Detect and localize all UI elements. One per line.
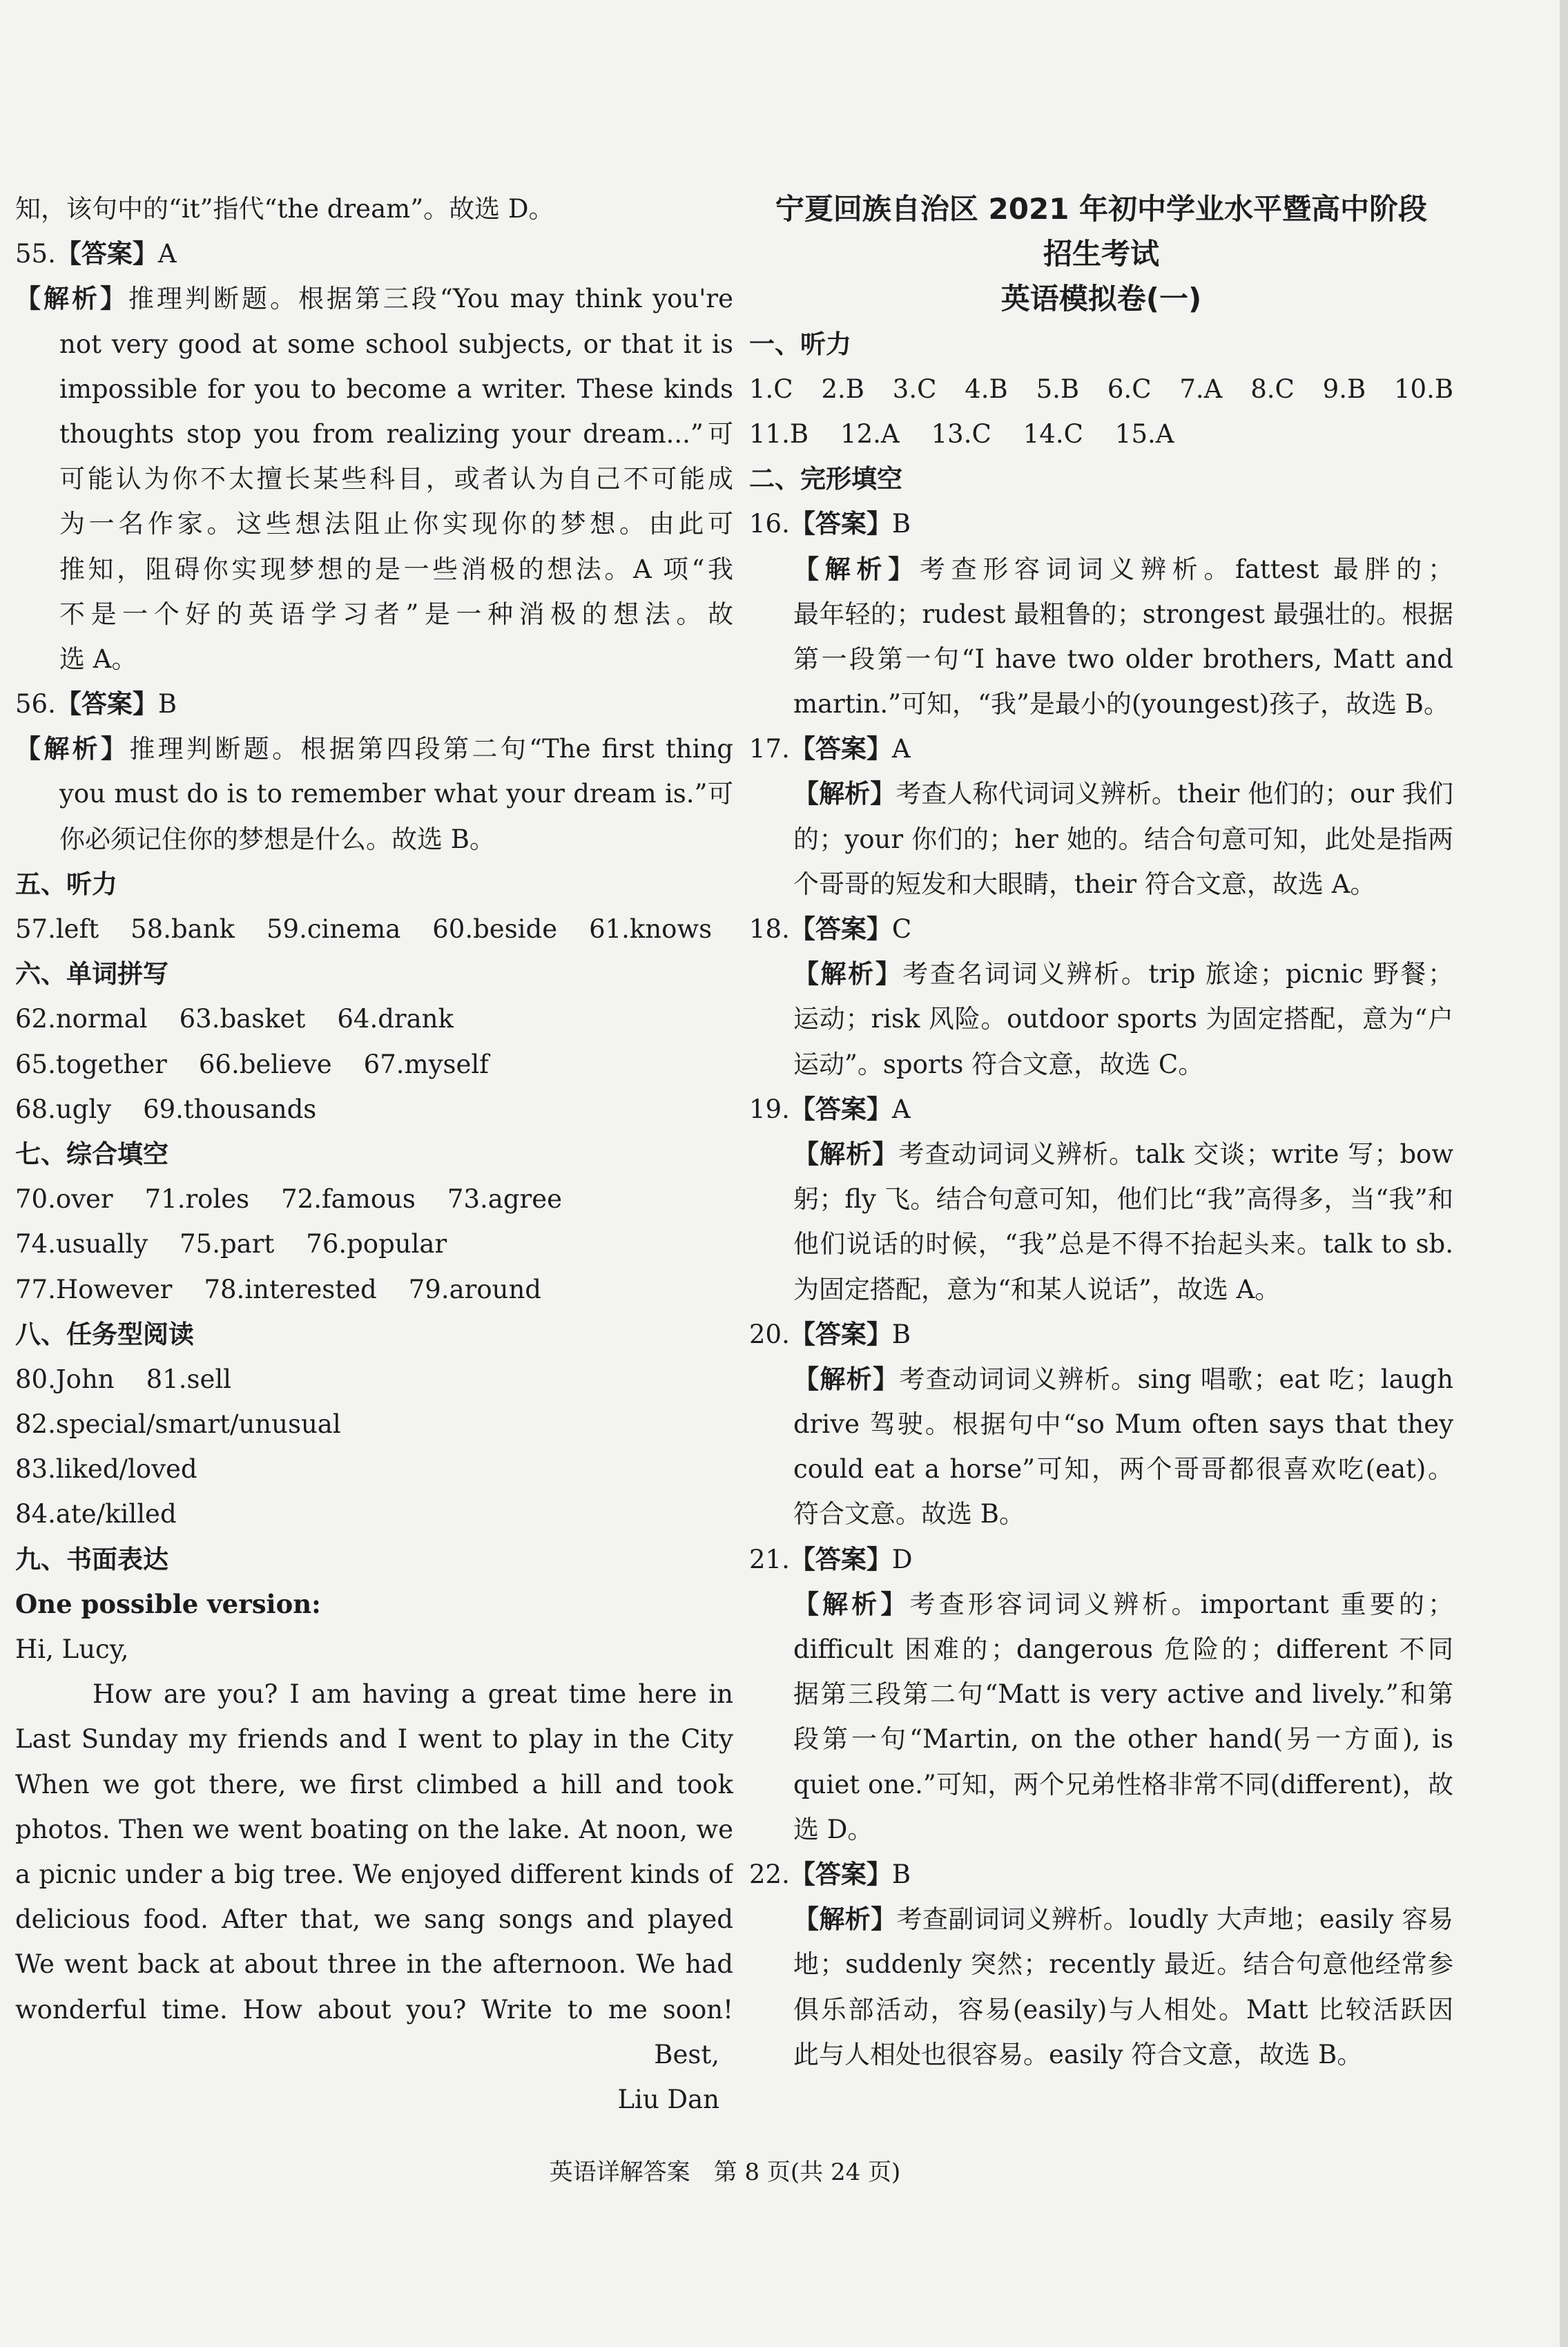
answer-item: 70.over [15, 1184, 113, 1215]
analysis-21-line: difficult 困难的；dangerous 危险的；different 不同 [793, 1634, 1453, 1664]
answer-item: 65.together [15, 1049, 167, 1079]
answer-item: 10.B [1393, 374, 1453, 404]
analysis-tag: 【解析】 [793, 1589, 910, 1619]
answer-item: 75.part [180, 1229, 275, 1259]
analysis-17-line [749, 771, 1453, 816]
essay-line: How are you? I am having a great time here in [93, 1679, 733, 1710]
analysis-56-line: 你必须记住你的梦想是什么。故选 B。 [59, 824, 495, 854]
analysis-19-line: 他们说话的时候，“我”总是不得不抬起头来。talk to sb. [793, 1229, 1453, 1259]
analysis-text: 考查形容词词义辨析。important 重要的； [909, 1589, 1453, 1619]
question-number: 19. [749, 1094, 790, 1124]
answer-20 [749, 1312, 1453, 1357]
answer-55 [15, 231, 733, 276]
answer-tag: 【答案】 [789, 734, 892, 764]
exam-title-line-3: 英语模拟卷(一) [1000, 282, 1202, 316]
analysis-tag: 【解析】 [793, 554, 920, 584]
answer-row [15, 1357, 733, 1402]
analysis-19-line [749, 1132, 1453, 1177]
exam-title-line-1: 宁夏回族自治区 2021 年初中学业水平暨高中阶段 [775, 192, 1428, 226]
answer-item: 68.ugly [15, 1094, 112, 1124]
analysis-19-line: 为固定搭配，意为“和某人说话”，故选 A。 [793, 1274, 1281, 1304]
answer-item: 60.beside [432, 914, 558, 944]
answer-row [15, 1177, 733, 1221]
answer-item: 76.popular [306, 1229, 447, 1259]
analysis-17-line: 个哥哥的短发和大眼睛，their 符合文意，故选 A。 [793, 869, 1376, 899]
answer-item: 9.B [1322, 374, 1366, 404]
answer-tag: 【答案】 [789, 1859, 892, 1889]
answer-item: 62.normal [15, 1004, 148, 1034]
essay-line: delicious food. After that, we sang songs and played [15, 1904, 733, 1935]
answer-item: 83.liked/loved [15, 1454, 197, 1485]
question-number: 21. [749, 1544, 790, 1574]
left-column [15, 186, 733, 2122]
section-heading: 八、任务型阅读 [15, 1319, 194, 1349]
answer-item: 78.interested [204, 1274, 377, 1304]
answer-value: B [891, 1859, 911, 1889]
analysis-text: 考查形容词词义辨析。fattest 最胖的； [919, 554, 1453, 584]
answer-item: 80.John [15, 1364, 115, 1394]
answer-value: A [157, 239, 177, 269]
section-heading: 五、听力 [15, 869, 117, 899]
analysis-16-line: 第一段第一句“I have two older brothers, Matt and [793, 644, 1453, 674]
answer-tag: 【答案】 [789, 1094, 892, 1124]
answer-item: 84.ate/killed [15, 1499, 177, 1529]
analysis-21-line: quiet one.”可知，两个兄弟性格非常不同(different)，故 [793, 1769, 1453, 1799]
question-number: 16. [749, 509, 790, 539]
analysis-16-line [749, 547, 1453, 592]
answer-row [15, 1221, 733, 1266]
answer-item: 63.basket [179, 1004, 306, 1034]
answer-tag: 【答案】 [789, 1319, 892, 1349]
section-heading: 七、综合填空 [15, 1139, 168, 1169]
analysis-text: 考查动词词义辨析。talk 交谈；write 写；bow [898, 1139, 1453, 1169]
answer-56 [15, 682, 733, 726]
answer-item: 61.knows [589, 914, 713, 944]
analysis-55-line: 推知，阻碍你实现梦想的是一些消极的想法。A 项“我 [59, 554, 733, 584]
analysis-tag: 【解析】 [793, 1904, 897, 1935]
answer-tag: 【答案】 [789, 1544, 892, 1574]
answer-item: 67.myself [363, 1049, 489, 1079]
answer-item: 1.C [749, 374, 793, 404]
analysis-21-line: 选 D。 [793, 1814, 873, 1844]
answer-tag: 【答案】 [789, 509, 892, 539]
answer-item: 69.thousands [143, 1094, 317, 1124]
analysis-16-line: martin.”可知，“我”是最小的(youngest)孩子，故选 B。 [793, 689, 1449, 719]
answer-item: 14.C [1023, 418, 1083, 449]
answer-row [749, 412, 1453, 456]
answer-row [15, 1087, 733, 1132]
essay-line: We went back at about three in the afternoon. We had [15, 1949, 733, 1980]
essay-greeting: Hi, Lucy, [15, 1634, 129, 1664]
answer-item: 6.C [1107, 374, 1152, 404]
answer-17 [749, 726, 1453, 771]
analysis-text: 推理判断题。根据第三段“You may think you're [128, 284, 733, 314]
analysis-tag: 【解析】 [793, 1139, 899, 1169]
answer-item: 57.left [15, 914, 99, 944]
answer-item: 11.B [749, 418, 809, 449]
answer-21 [749, 1537, 1453, 1582]
analysis-text: 考查人称代词词义辨析。their 他们的；our 我们 [896, 779, 1453, 809]
analysis-text: 推理判断题。根据第四段第二句“The first thing [129, 734, 733, 764]
analysis-56-line [15, 726, 733, 771]
analysis-tag: 【解析】 [793, 1364, 900, 1394]
answer-item: 59.cinema [266, 914, 401, 944]
answer-item: 77.However [15, 1274, 173, 1304]
question-number: 22. [749, 1859, 790, 1889]
analysis-22-line: 俱乐部活动，容易(easily)与人相处。Matt 比较活跃因 [793, 1994, 1453, 2025]
section-heading: 一、听力 [749, 329, 851, 359]
answer-item: 74.usually [15, 1229, 148, 1259]
section-heading: 九、书面表达 [15, 1544, 168, 1574]
answer-item: 58.bank [130, 914, 235, 944]
answer-item: 71.roles [144, 1184, 250, 1215]
answer-item: 66.believe [198, 1049, 332, 1079]
analysis-text: 考查副词词义辨析。loudly 大声地；easily 容易 [896, 1904, 1453, 1935]
question-number: 56. [15, 689, 56, 719]
analysis-20-line: could eat a horse”可知，两个哥哥都很喜欢吃(eat)。 [793, 1454, 1453, 1485]
answer-item: 4.B [965, 374, 1008, 404]
answer-item: 13.C [931, 418, 991, 449]
question-number: 17. [749, 734, 790, 764]
answer-item: 64.drank [337, 1004, 454, 1034]
answer-18 [749, 907, 1453, 952]
essay-version-label: One possible version: [15, 1588, 321, 1619]
essay-line: Last Sunday my friends and I went to play in the City [15, 1724, 733, 1755]
question-number: 20. [749, 1319, 790, 1349]
section-heading: 二、完形填空 [749, 464, 902, 494]
analysis-18-line: 运动；risk 风险。outdoor sports 为固定搭配，意为“户 [793, 1004, 1453, 1034]
answer-item: 3.C [892, 374, 937, 404]
analysis-18-line [749, 952, 1453, 996]
analysis-text: 考查名词词义辨析。trip 旅途；picnic 野餐； [902, 959, 1453, 989]
analysis-21-line: 据第三段第二句“Matt is very active and lively.”和第 [793, 1679, 1453, 1710]
analysis-55-line: 选 A。 [59, 644, 137, 674]
section-heading: 六、单词拼写 [15, 959, 168, 989]
answer-22 [749, 1852, 1453, 1897]
answer-item: 82.special/smart/unusual [15, 1409, 341, 1440]
answer-tag: 【答案】 [55, 239, 158, 269]
answer-value: D [891, 1544, 913, 1574]
answer-tag: 【答案】 [55, 689, 158, 719]
essay-line: a picnic under a big tree. We enjoyed different kinds of [15, 1859, 733, 1889]
analysis-19-line: 躬；fly 飞。结合句意可知，他们比“我”高得多，当“我”和 [793, 1184, 1453, 1215]
essay-line: photos. Then we went boating on the lake. At noon, we [15, 1814, 733, 1844]
answer-value: A [891, 734, 911, 764]
essay-line: When we got there, we first climbed a hill and took [15, 1769, 733, 1799]
analysis-22-line: 此与人相处也很容易。easily 符合文意，故选 B。 [793, 2039, 1363, 2069]
question-number: 55. [15, 239, 56, 269]
answer-19 [749, 1087, 1453, 1132]
analysis-22-line: 地；suddenly 突然；recently 最近。结合句意他经常参 [793, 1949, 1453, 1980]
analysis-18-line: 运动”。sports 符合文意，故选 C。 [793, 1049, 1204, 1079]
analysis-20-line: 符合文意。故选 B。 [793, 1499, 1025, 1529]
analysis-56-line: you must do is to remember what your dream is.”可 [59, 779, 733, 809]
answer-row [15, 1042, 733, 1087]
analysis-55-line: not very good at some school subjects, or that it is [59, 329, 733, 359]
essay-signature: Liu Dan [617, 2084, 719, 2114]
analysis-55-line: thoughts stop you from realizing your dream...”可 [59, 418, 733, 449]
answer-value: C [891, 914, 912, 944]
answer-tag: 【答案】 [789, 914, 892, 944]
answer-row [15, 996, 733, 1041]
analysis-20-line [749, 1357, 1453, 1402]
answer-row [15, 907, 733, 952]
analysis-21-line: 段第一句“Martin, on the other hand(另一方面), is [793, 1724, 1453, 1755]
analysis-55-line: impossible for you to become a writer. These kinds [59, 374, 733, 404]
question-number: 18. [749, 914, 790, 944]
answer-value: A [891, 1094, 911, 1124]
answer-16 [749, 501, 1453, 546]
analysis-17-line: 的；your 你们的；her 她的。结合句意可知，此处是指两 [793, 824, 1453, 854]
answer-value: B [891, 1319, 911, 1349]
answer-item: 2.B [821, 374, 864, 404]
answer-value: B [891, 509, 911, 539]
answer-item: 7.A [1179, 374, 1223, 404]
answer-item: 15.A [1114, 418, 1174, 449]
text-line: 知，该句中的“it”指代“the dream”。故选 D。 [15, 194, 554, 224]
right-column [749, 186, 1453, 2077]
analysis-55-line: 可能认为你不太擅长某些科目，或者认为自己不可能成 [59, 464, 733, 494]
answer-item: 5.B [1036, 374, 1080, 404]
page-edge-shadow [1560, 0, 1568, 2347]
essay-line: wonderful time. How about you? Write to me soon! [15, 1994, 733, 2025]
exam-title-line-2: 招生考试 [1043, 237, 1159, 271]
analysis-text: 考查动词词义辨析。sing 唱歌；eat 吃；laugh [899, 1364, 1453, 1394]
analysis-16-line: 最年轻的；rudest 最粗鲁的；strongest 最强壮的。根据 [793, 599, 1453, 629]
answer-value: B [157, 689, 177, 719]
answer-item: 8.C [1250, 374, 1295, 404]
analysis-22-line [749, 1897, 1453, 1942]
answer-item: 72.famous [281, 1184, 416, 1215]
answer-item: 79.around [408, 1274, 541, 1304]
analysis-55-line [15, 276, 733, 321]
page-footer: 英语详解答案 第 8 页(共 24 页) [549, 2158, 901, 2186]
analysis-tag: 【解析】 [15, 284, 128, 314]
answer-item: 73.agree [447, 1184, 562, 1215]
answer-item: 81.sell [146, 1364, 232, 1394]
analysis-tag: 【解析】 [793, 779, 896, 809]
analysis-20-line: drive 驾驶。根据句中“so Mum often says that they [793, 1409, 1453, 1440]
essay-closing: Best, [654, 2039, 719, 2069]
analysis-tag: 【解析】 [15, 734, 130, 764]
answer-row [749, 367, 1453, 412]
analysis-21-line [749, 1582, 1453, 1627]
analysis-tag: 【解析】 [793, 959, 903, 989]
answer-row [15, 1267, 733, 1312]
answer-item: 12.A [840, 418, 900, 449]
analysis-55-line: 为一名作家。这些想法阻止你实现你的梦想。由此可 [59, 509, 733, 539]
analysis-55-line: 不是一个好的英语学习者”是一种消极的想法。故 [59, 599, 733, 629]
